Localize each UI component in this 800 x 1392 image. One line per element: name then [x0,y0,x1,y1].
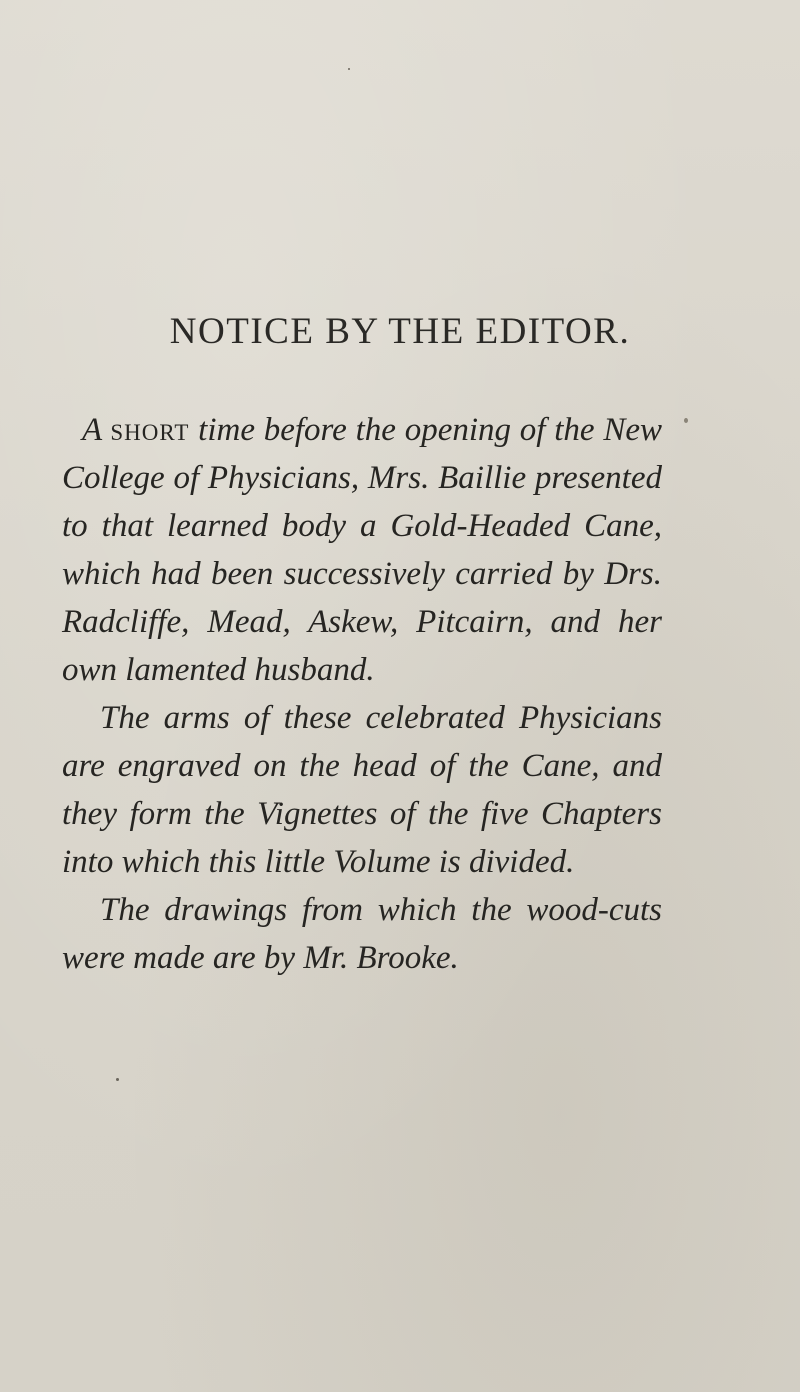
paper-speck [684,418,688,423]
paragraph-1-lead: A [82,412,111,448]
notice-body [62,406,662,982]
paragraph-3: The drawings from which the wood-cuts were made are by Mr. Brooke. [62,892,662,976]
paragraph-1-text: time before the opening of the New College of Physicians, Mrs. Baillie presented to that learned body a Gold-Headed Cane, which had been successively carried by Drs. Radcliffe, Mead, Askew, Pitcairn, and her own lamented husband. [62,412,662,688]
paragraph-2: The arms of these celebrated Physicians are engraved on the head of the Cane, and they form the Vignettes of the five Chapters into which this little Volume is divided. [62,700,662,880]
paper-speck [116,1078,119,1081]
page-title: NOTICE BY THE EDITOR. [169,311,631,352]
paper-speck [348,68,350,70]
paragraph-1 [62,406,662,694]
paragraph-1-smallcaps: short [110,412,190,448]
